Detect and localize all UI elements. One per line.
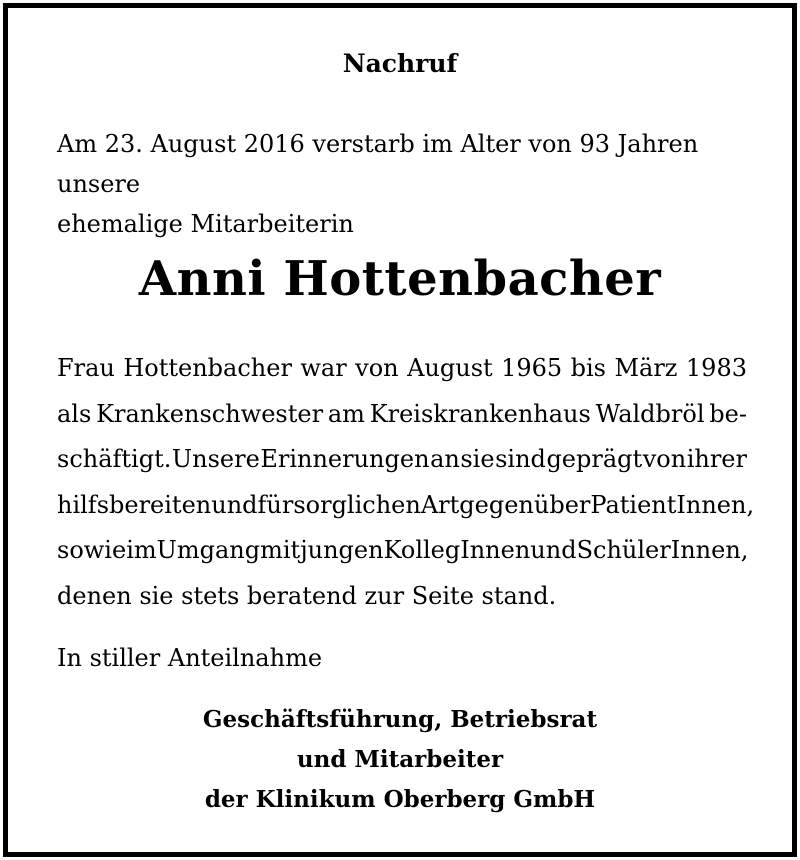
word: sind <box>495 445 546 473</box>
word: hilfsbereiten <box>57 490 212 519</box>
word: und <box>530 536 577 564</box>
word: jungen <box>300 536 384 564</box>
word: an <box>430 445 460 473</box>
notice-heading: Nachruf <box>342 49 458 78</box>
word: Art <box>420 490 460 519</box>
signature-line: Geschäftsführung, Betriebsrat <box>202 706 598 733</box>
word: gegenüber <box>459 490 591 519</box>
word: Krankenschwester <box>96 399 324 428</box>
word: und <box>211 490 258 519</box>
word: sie <box>460 445 495 473</box>
word: bis <box>570 354 606 382</box>
word: Umgang <box>156 536 261 564</box>
word: war <box>300 354 347 382</box>
word: am <box>327 399 365 428</box>
tribute-line <box>57 346 747 392</box>
word: im <box>126 536 157 564</box>
tribute-line <box>57 528 747 574</box>
word: als <box>57 399 92 428</box>
tribute-line: denen sie stets beratend zur Seite stand. <box>57 581 557 610</box>
deceased-name: Anni Hottenbacher <box>138 251 662 307</box>
word: August <box>407 354 493 382</box>
word: Hottenbacher <box>123 354 292 382</box>
word: von <box>355 354 399 382</box>
word: 1983 <box>685 354 747 382</box>
word: von <box>642 445 687 473</box>
word: PatientInnen, <box>590 490 755 519</box>
word: schäftigt. <box>57 445 172 473</box>
intro-line: ehemalige Mitarbeiterin <box>57 210 354 238</box>
signature-block <box>0 700 800 820</box>
word: SchülerInnen, <box>576 536 749 564</box>
word: Frau <box>57 354 115 382</box>
intro-paragraph <box>57 124 747 244</box>
word: sowie <box>57 536 127 564</box>
word: Erinnerungen <box>260 445 430 473</box>
word: März <box>614 354 678 382</box>
word: Waldbröl <box>595 399 705 428</box>
signature-line: der Klinikum Oberberg GmbH <box>204 786 596 813</box>
word: Unsere <box>171 445 260 473</box>
word: fürsorglichen <box>257 490 421 519</box>
signature-line: und Mitarbeiter <box>296 746 504 773</box>
word: Kreiskrankenhaus <box>369 399 591 428</box>
word: KollegInnen <box>383 536 531 564</box>
word: 1965 <box>501 354 563 382</box>
word: be- <box>709 399 747 428</box>
tribute-line <box>57 392 747 438</box>
tribute-line <box>57 437 747 483</box>
word: geprägt <box>546 445 643 473</box>
tribute-line <box>57 483 755 529</box>
word: ihrer <box>686 445 747 473</box>
tribute-paragraph <box>57 346 755 619</box>
word: mit <box>260 536 301 564</box>
closing-phrase: In stiller Anteilnahme <box>57 644 323 672</box>
intro-line: Am 23. August 2016 verstarb im Alter von 93 Jahren unsere <box>57 130 699 198</box>
